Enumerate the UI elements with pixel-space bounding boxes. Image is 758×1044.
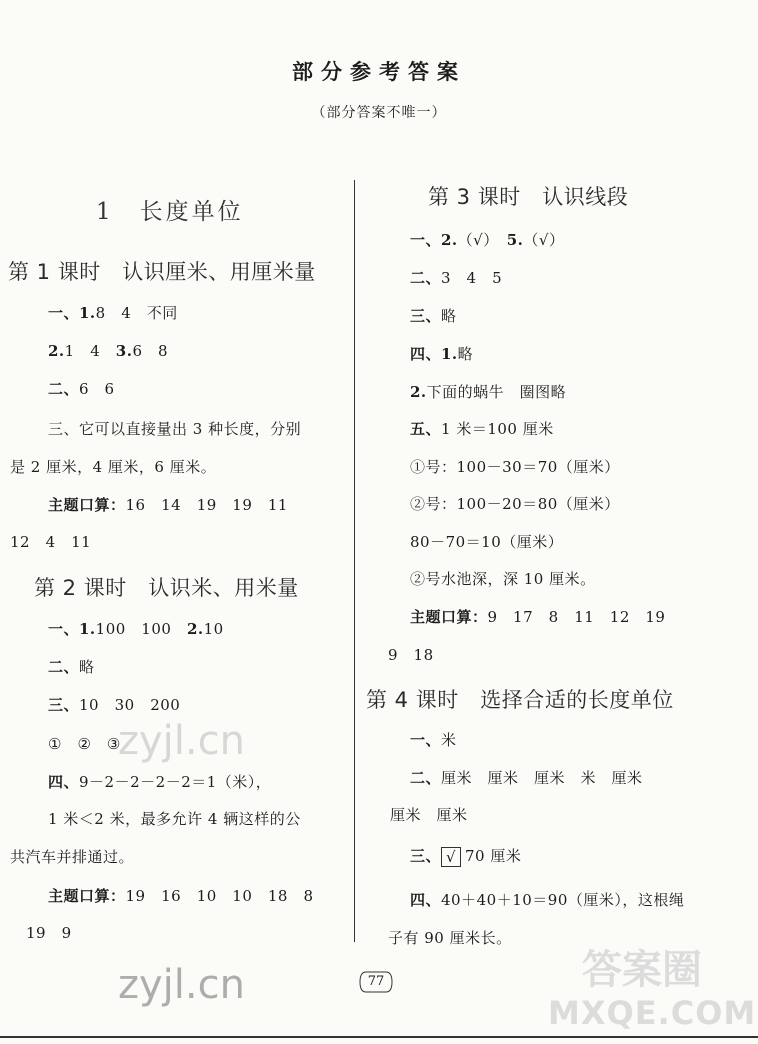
answer-text: 子有 90 厘米长。 — [388, 929, 512, 947]
answer-line — [48, 494, 288, 515]
watermark-left: zyjl.cn — [118, 962, 245, 1008]
answer-text: （√） — [457, 231, 507, 249]
answer-label: 2. — [410, 383, 427, 401]
answer-line — [48, 340, 168, 361]
answer-text: 米 — [441, 731, 457, 749]
page-subtitle: （部分答案不唯一） — [311, 105, 447, 121]
answer-label: 一、1. — [48, 620, 96, 638]
page-number — [358, 970, 394, 994]
answer-line — [410, 418, 554, 439]
answer-label: 二、 — [48, 658, 80, 676]
answer-label: 主题口算： — [48, 887, 126, 905]
answer-text: 40＋40＋10＝90（厘米），这根绳 — [441, 891, 685, 909]
answer-line — [410, 456, 620, 477]
answer-line — [10, 846, 134, 867]
answer-label: 3. — [115, 342, 133, 360]
answer-text: 1 4 — [64, 342, 116, 360]
answer-text: （√） — [523, 231, 565, 249]
answer-line — [410, 729, 457, 750]
answer-text: 16 14 19 19 11 — [125, 496, 288, 514]
answer-line — [410, 381, 566, 402]
answer-text: 9 18 — [388, 646, 434, 664]
answer-text: 70 厘米 — [465, 847, 522, 865]
answer-line — [410, 767, 643, 788]
answer-line — [410, 305, 457, 326]
answer-label: 三、 — [48, 696, 80, 714]
answer-line — [390, 804, 468, 825]
answer-label: 一、1. — [48, 304, 96, 322]
answer-text: 1 米＜2 米，最多允许 4 辆这样的公 — [48, 810, 301, 828]
bottom-rule — [0, 1036, 758, 1038]
answer-text: 略 — [441, 307, 457, 325]
answer-label: 四、1. — [410, 345, 458, 363]
answer-label: 二、 — [48, 380, 80, 398]
page-title: 部分参考答案 — [292, 59, 466, 84]
answer-label: 二、 — [410, 769, 442, 787]
answer-line — [410, 531, 563, 552]
watermark-site: MXQE.COM — [548, 994, 757, 1032]
answer-line — [410, 493, 620, 514]
answer-line — [48, 378, 115, 399]
answer-line — [48, 694, 180, 715]
watermark-mid: zyjl.cn — [118, 718, 245, 764]
answer-text: ②号：100－20＝80（厘米） — [410, 495, 620, 513]
answer-label: 四、 — [410, 891, 442, 909]
answer-label: 2. — [48, 342, 65, 360]
answer-text: 9－2－2－2－2＝1（米）， — [79, 773, 272, 791]
unit-title: 1 长度单位 — [96, 199, 244, 225]
watermark-answer-circle: 答案圈 — [582, 947, 702, 993]
answer-text: 下面的蜗牛 圈图略 — [426, 383, 567, 401]
answer-text: 9 17 8 11 12 19 — [487, 608, 666, 626]
answer-text: 80－70＝10（厘米） — [410, 533, 564, 551]
answer-label: 一、2. — [410, 231, 458, 249]
answer-line — [10, 531, 91, 552]
answer-line — [48, 418, 301, 439]
answer-line — [388, 927, 512, 948]
answer-line — [410, 267, 502, 288]
answer-text: 10 — [203, 620, 224, 638]
check-box: √ — [441, 847, 461, 867]
answer-label: 三、 — [410, 307, 442, 325]
answer-line — [48, 302, 178, 323]
lesson-1-title: 第 1 课时 认识厘米、用厘米量 — [8, 260, 316, 284]
answer-text: 8 4 不同 — [95, 304, 178, 322]
answer-line — [48, 885, 314, 906]
answer-text: 100 100 — [95, 620, 187, 638]
lesson-2-title: 第 2 课时 认识米、用米量 — [34, 576, 299, 600]
answer-text: ① ② ③ — [48, 735, 121, 753]
answer-text: 6 6 — [79, 380, 115, 398]
answer-text: 12 4 11 — [10, 533, 92, 551]
answer-line — [48, 733, 121, 754]
answer-text: 略 — [457, 345, 474, 363]
answer-line — [26, 922, 72, 943]
answer-text: 3 4 5 — [441, 269, 503, 287]
answer-text: 三、它可以直接量出 3 种长度，分别 — [48, 420, 302, 438]
answer-text: 19 9 — [26, 924, 72, 942]
answer-text: 1 米＝100 厘米 — [441, 420, 554, 438]
answer-text: 6 8 — [132, 342, 169, 360]
lesson-3-title: 第 3 课时 认识线段 — [428, 185, 629, 209]
answer-label: 四、 — [48, 773, 80, 791]
answer-label: 2. — [186, 620, 204, 638]
answer-line — [48, 808, 301, 829]
answer-label: 5. — [506, 231, 524, 249]
answer-text: 略 — [79, 658, 95, 676]
answer-label: 五、 — [410, 420, 442, 438]
answer-label: 主题口算： — [48, 496, 126, 514]
answer-line — [388, 644, 434, 665]
answer-text: 厘米 厘米 厘米 米 厘米 — [441, 769, 643, 787]
answer-line — [410, 606, 665, 627]
answer-line — [410, 229, 564, 250]
answer-label: 三、 — [410, 847, 442, 865]
answer-line — [48, 618, 224, 639]
answer-text: 是 2 厘米，4 厘米，6 厘米。 — [10, 458, 217, 476]
answer-label: 二、 — [410, 269, 442, 287]
answer-line — [410, 568, 596, 589]
answer-text: 厘米 厘米 — [390, 806, 468, 824]
answer-text: ②号水池深，深 10 厘米。 — [410, 570, 596, 588]
answer-line — [410, 845, 521, 867]
answer-line — [410, 889, 684, 910]
answer-text: 共汽车并排通过。 — [10, 848, 135, 866]
answer-line — [48, 656, 95, 677]
answer-text: 19 16 10 10 18 8 — [125, 887, 314, 905]
answer-line — [10, 456, 216, 477]
page-number-text: 77 — [367, 974, 385, 989]
lesson-4-title: 第 4 课时 选择合适的长度单位 — [366, 688, 674, 712]
answer-text: ①号：100－30＝70（厘米） — [410, 458, 620, 476]
answer-line — [410, 343, 473, 364]
answer-label: 主题口算： — [410, 608, 488, 626]
answer-label: 一、 — [410, 731, 442, 749]
answer-line — [48, 771, 271, 792]
answer-text: 10 30 200 — [79, 696, 181, 714]
column-divider — [354, 180, 355, 942]
